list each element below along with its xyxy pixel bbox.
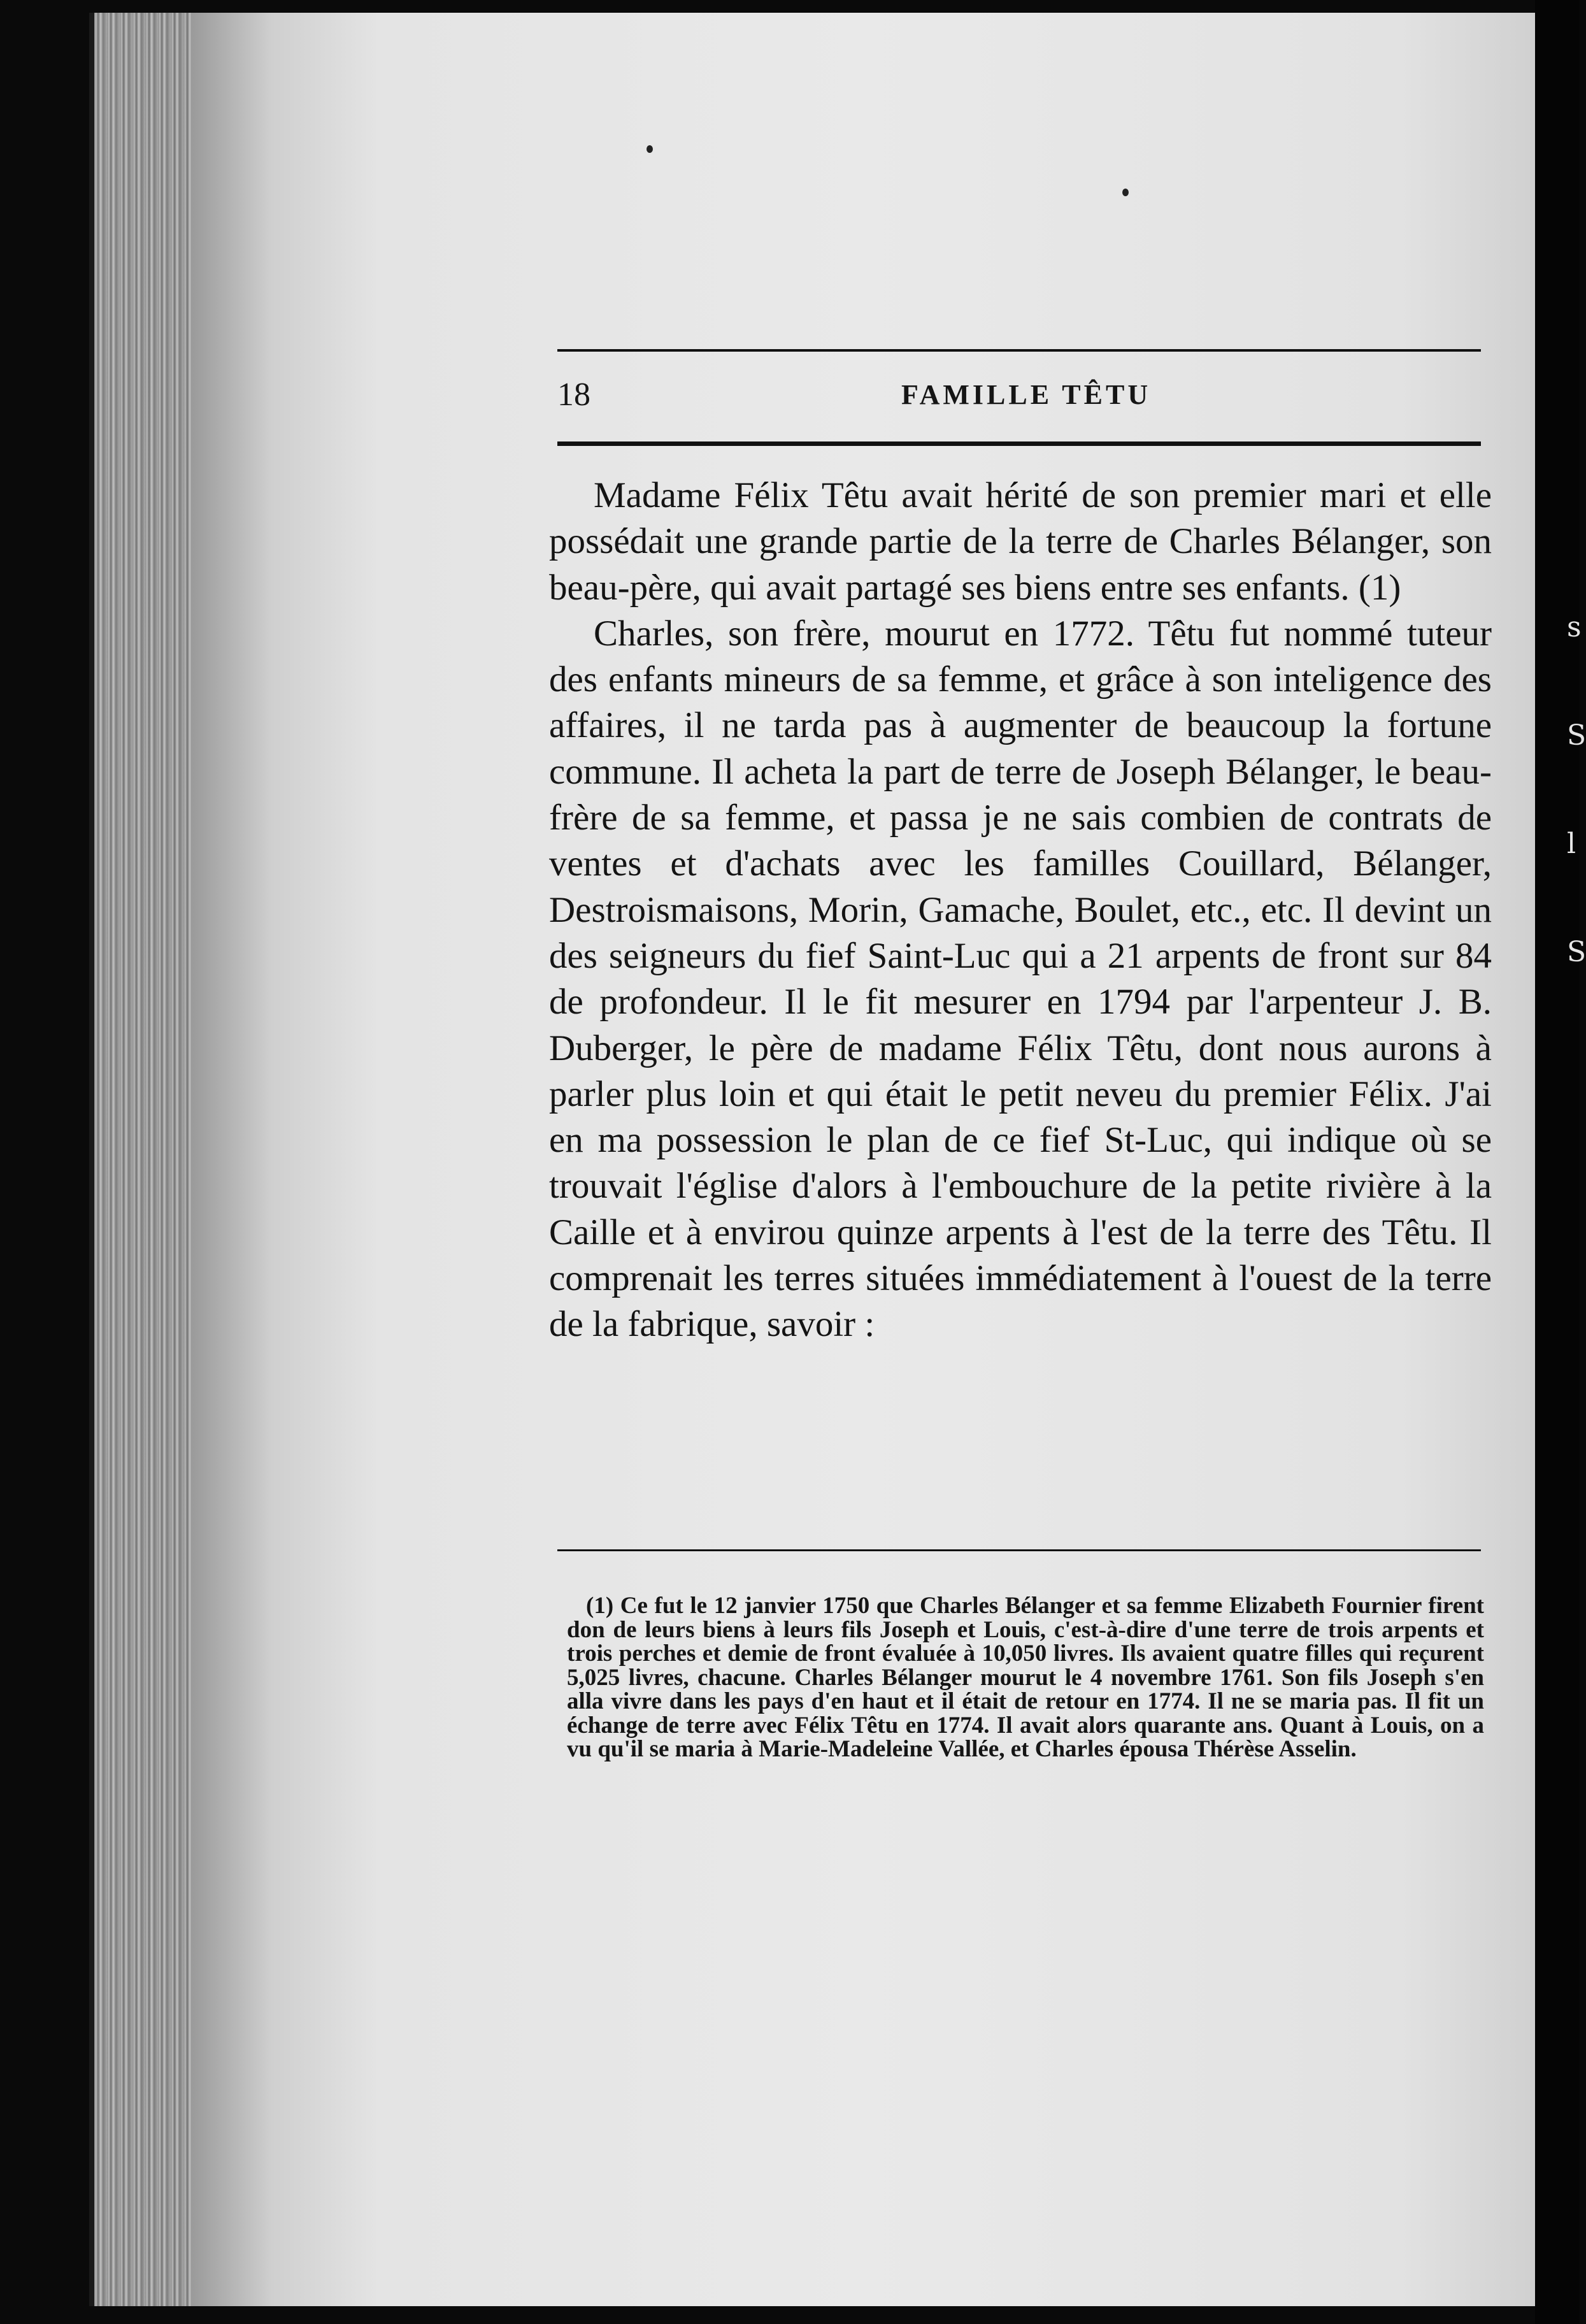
- paragraph: Charles, son frère, mourut en 1772. Têtu fut nommé tuteur des enfants mineurs de sa femme, et grâce à son inteligence des affaires, il ne tarda pas à augmenter de beaucoup la fortune commune. Il acheta la part de terre de Joseph Bélanger, le beau-frère de sa femme, et passa je ne sais combien de contrats de ventes et d'achats avec les familles Couillard, Bélanger, Destroismaisons, Morin, Gamache, Boulet, etc., etc. Il devint un des seigneurs du fief Saint-Luc qui a 21 arpents de front sur 84 de profondeur. Il le fit mesurer en 1794 par l'arpenteur J. B. Duberger, le père de madame Félix Têtu, dont nous aurons à parler plus loin et qui était le petit neveu du premier Félix. J'ai en ma possession le plan de ce fief St-Luc, qui indique où se trouvait l'église d'alors à l'embouchure de la petite rivière à la Caille et à envirou quinze arpents à l'est de la terre des Têtu. Il comprenait les terres situées immédiatement à l'ouest de la terre de la fabrique, savoir :: [549, 613, 1492, 1345]
- edge-letter: s: [1567, 611, 1582, 643]
- speck: [647, 145, 653, 153]
- adjacent-page-letters: [1567, 573, 1586, 1007]
- right-scan-border: [1535, 0, 1586, 2324]
- paragraph: Madame Félix Têtu avait hérité de son premier mari et elle possédait une grande partie de la terre de Charles Bélanger, son beau-père, qui avait partagé ses biens entre ses enfants. (1): [549, 475, 1492, 608]
- edge-letter: l: [1567, 828, 1576, 860]
- speck: [1122, 189, 1129, 196]
- edge-letter: S: [1567, 936, 1586, 968]
- footnote: (1) Ce fut le 12 janvier 1750 que Charles Bélanger et sa femme Elizabeth Fournier firent don de leurs biens à leurs fils Joseph et Louis, c'est-à-dire d'une terre de trois arpents et trois perches et demie de front évaluée à 10,050 livres. Ils avaient quatre filles qui reçurent 5,025 livres, chacune. Charles Bélanger mourut le 4 novembre 1761. Son fils Joseph s'en alla vivre dans les pays d'en haut et il était de retour en 1774. Il ne se maria pas. Il fit un échange de terre avec Félix Têtu en 1774. Il avait alors quarante ans. Quant à Louis, on a vu qu'il se maria à Marie-Madeleine Vallée, et Charles épousa Thérèse Asselin.: [567, 1593, 1484, 1762]
- edge-letter: S: [1567, 719, 1586, 752]
- page-number: 18: [557, 377, 590, 413]
- main-text: [549, 473, 1492, 1348]
- footnote-rule: [557, 1549, 1481, 1551]
- running-title: FAMILLE TÊTU: [901, 379, 1152, 410]
- top-rule: [557, 349, 1481, 352]
- header-rule: [557, 441, 1481, 446]
- running-head: [557, 376, 1481, 420]
